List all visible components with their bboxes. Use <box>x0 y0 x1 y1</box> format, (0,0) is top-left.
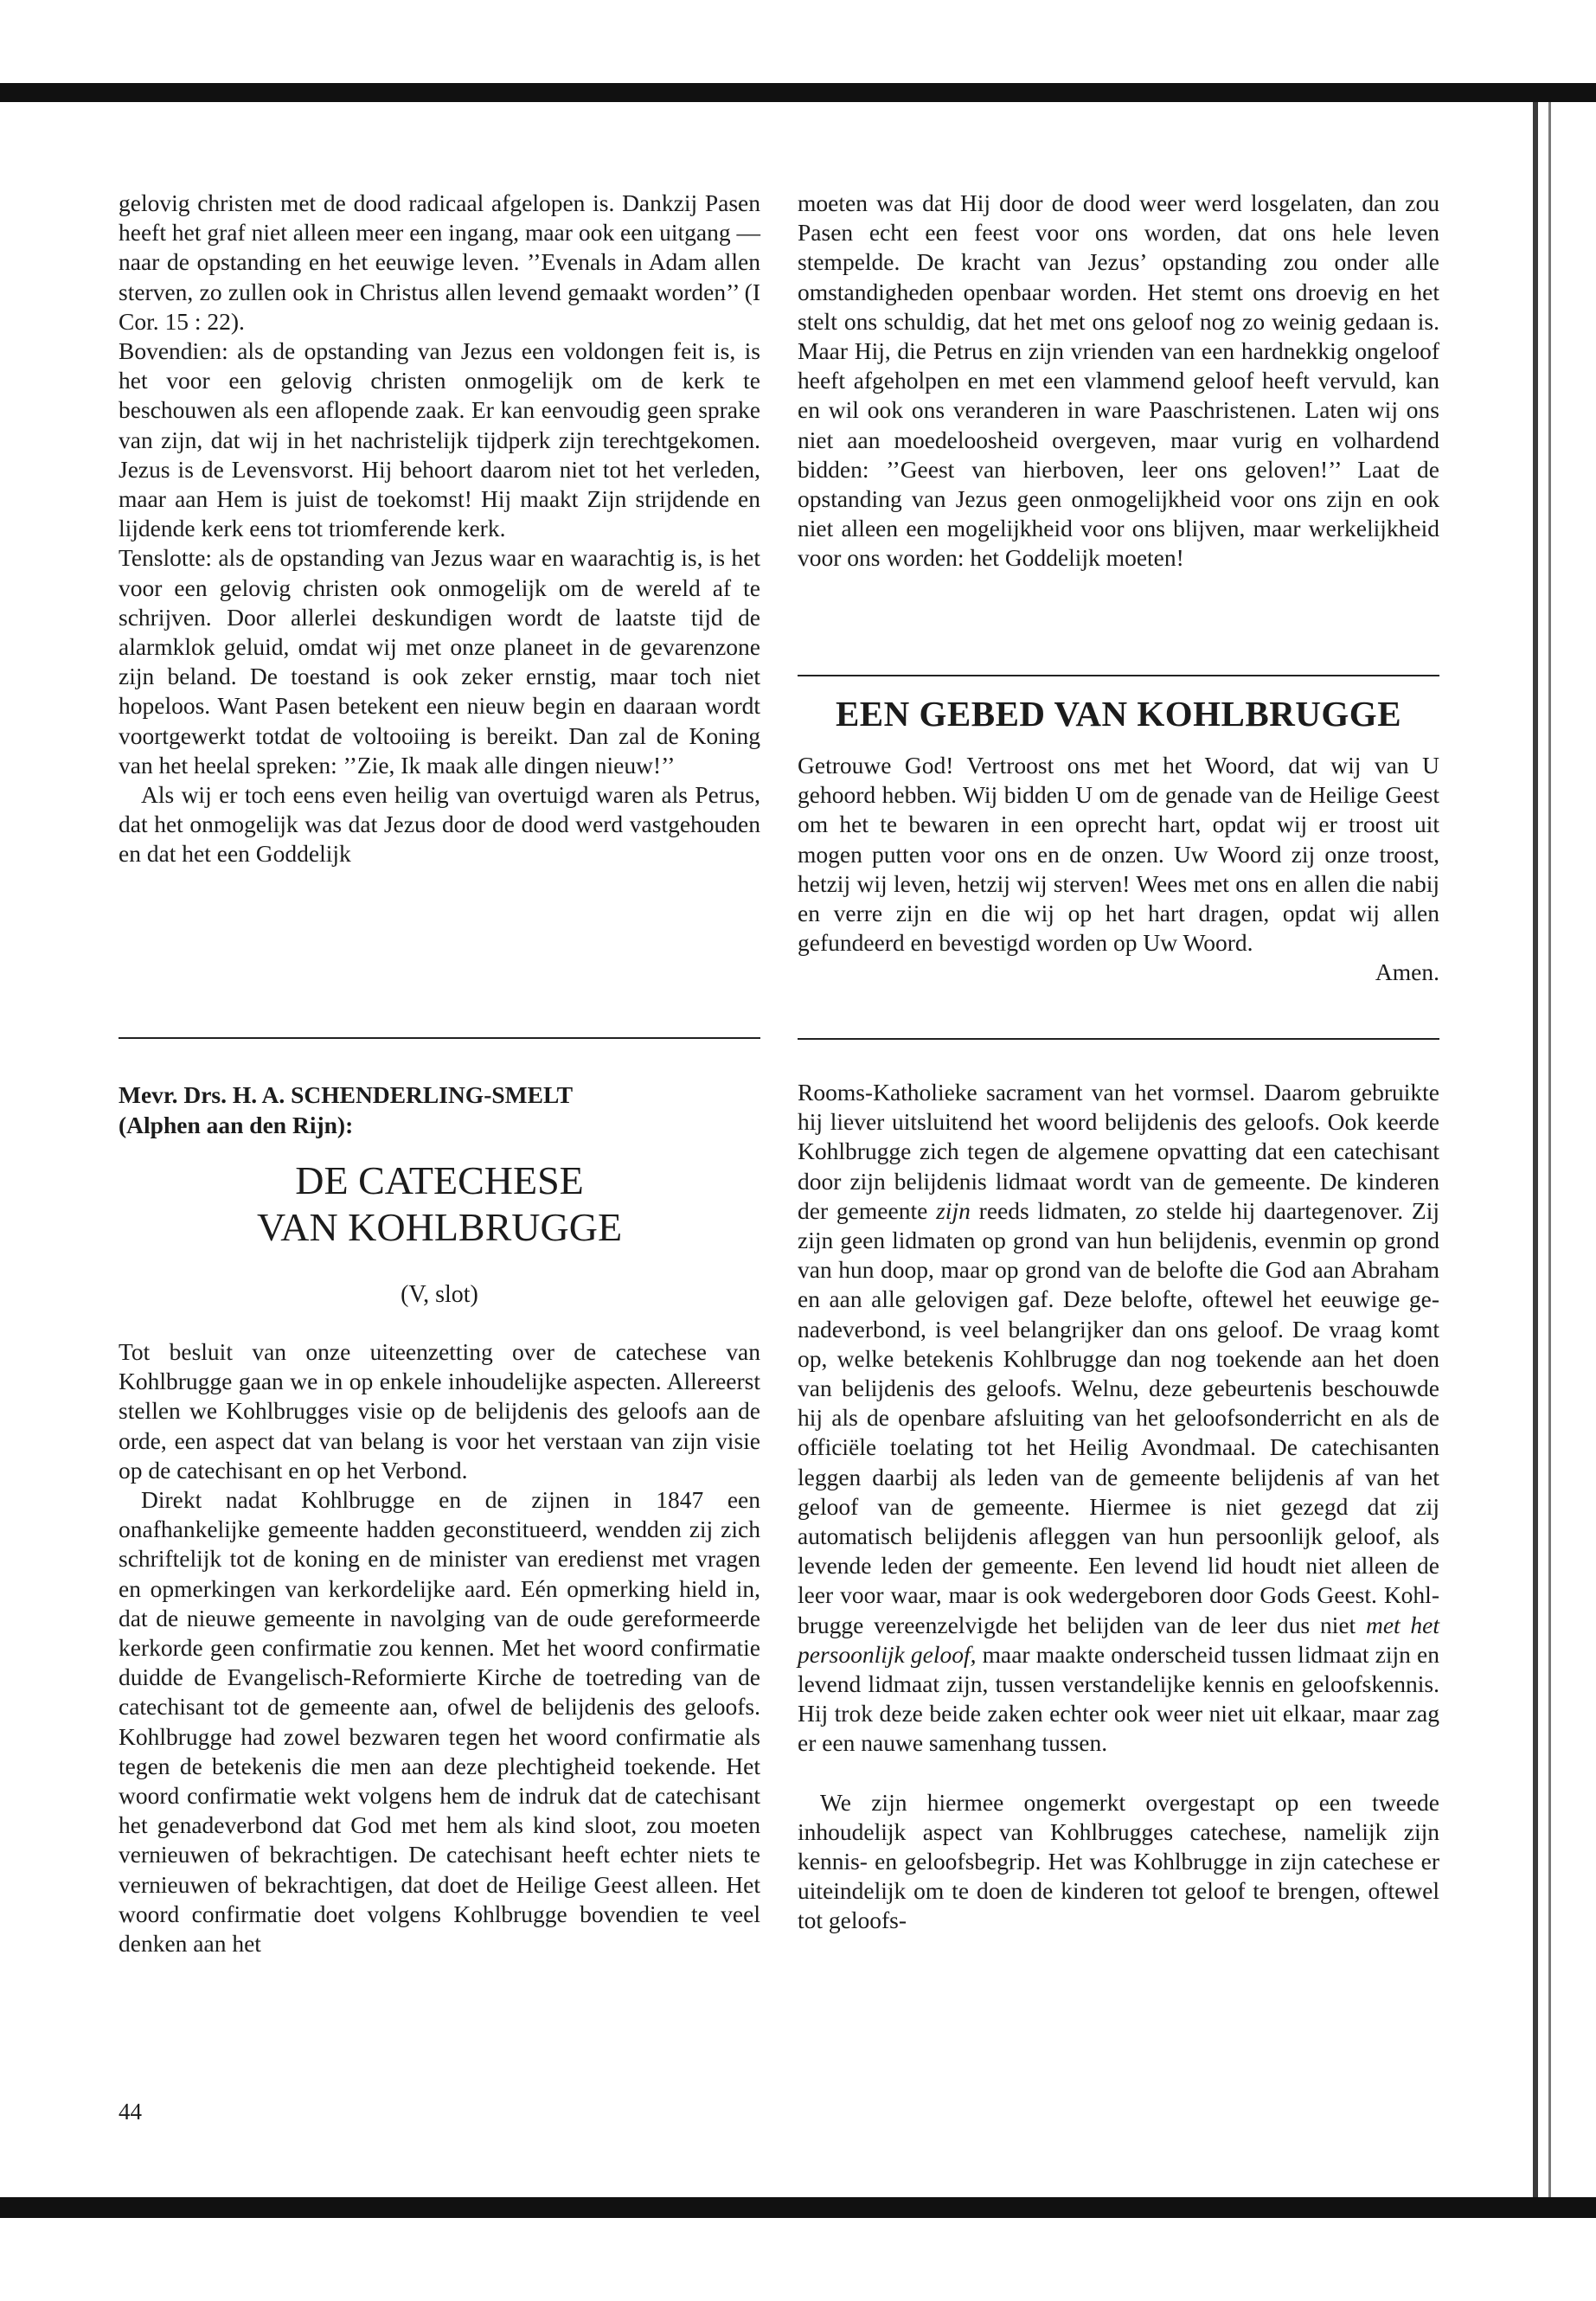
paragraph <box>798 1078 1439 1759</box>
paragraph: moeten was dat Hij door de dood weer werd losgelaten, dan zou Pasen echt een feest voor ons worden, dat ons hele leven stempelde. De kracht van Jezus’ opstanding zou onder alle omstandigheden openbaar worden. Het stemt ons droevig en het stelt ons schuldig, dat het met ons geloof nog zo weinig gedaan is. Maar Hij, die Petrus en zijn vrienden van een hardnekkig ongeloof heeft afgeholpen en met een vlammend geloof heeft vervuld, kan en wil ook ons veranderen in ware Paaschristenen. Laten wij ons niet aan moedeloosheid overgeven, maar vurig en volhardend bidden: ’’Geest van hierboven, leer ons geloven!’’ Laat de opstanding van Jezus geen onmogelijkheid voor ons zijn en ook niet alleen een mogelijkheid voor ons blijven, maar werkelijkheid voor ons worden: het Goddelijk moeten! <box>798 189 1439 572</box>
emphasis: met het persoonlijk geloof, <box>798 1611 1439 1668</box>
scan-border-right <box>1533 102 1538 2197</box>
article-subtitle: (V, slot) <box>401 1281 478 1308</box>
text-run: reeds lidmaten, zo stelde hij daartegenover. Zij zijn geen lidmaten op grond van hun belijdenis, evenmin op grond van hun doop, maar op grond van de belofte die God aan Abraham en aan alle gelovigen gaf. Deze belofte, oftewel het eeuwige genadeverbond, is veel belangrijker dan ons geloof. De vraag komt op, welke betekenis Kohlbrugge dan nog toekende aan het doen van belijdenis des geloofs. Welnu, deze gebeurtenis beschouwde hij als de openbare afsluiting van het geloofsonderricht en als de officiële toelating tot het Heilig Avondmaal. De catechisanten leggen daarbij als leden van de gemeente belijdenis af van het geloof van de gemeente. Hiermee is niet gezegd dat zij automatisch belijdenis afleggen van hun persoonlijk geloof, als levende leden der gemeente. Een levend lid houdt niet alleen de leer voor waar, maar is ook wedergeboren door Gods Geest. Kohlbrugge vereenzelvigde het belijden van de leer dus niet <box>798 1196 1440 1638</box>
article-title-line-1: DE CATECHESE <box>295 1158 584 1202</box>
author-location: (Alphen aan den Rijn): <box>119 1112 354 1138</box>
gebed-box <box>798 751 1439 988</box>
paragraph: Bovendien: als de opstanding van Jezus een voldongen feit is, is het voor een gelovig christen onmogelijk om de kerk te beschouwen als een aflopende zaak. Er kan eenvoudig geen sprake van zijn, dat wij in het nachristelijk tijdperk zijn terechtgekomen. Jezus is de Levensvorst. Hij behoort daarom niet tot het verleden, maar aan Hem is juist de toekomst! Hij maakt Zijn strijdende en lijdende kerk eens tot triomferende kerk. <box>119 337 760 542</box>
article-right-column <box>798 1078 1439 1936</box>
paragraph: We zijn hiermee ongemerkt overgestapt op een tweede inhoudelijk aspect van Kohlbrugges catechese, namelijk zijn kennis- en geloofsbegrip. Het was Kohlbrugge in zijn catechese er uiteindelijk om te doen de kinderen tot geloof te brengen, oftewel tot geloofs- <box>798 1788 1439 1934</box>
article-left-column <box>119 1337 760 1958</box>
gebed-closing: Amen. <box>1375 958 1439 986</box>
section-divider-gebed-top <box>798 675 1439 676</box>
scan-border-right-inner <box>1548 102 1551 2197</box>
scan-border-bottom <box>0 2197 1596 2218</box>
scan-border-top <box>0 83 1596 102</box>
gebed-title: EEN GEBED VAN KOHLBRUGGE <box>835 694 1402 734</box>
article-author <box>119 1080 760 1140</box>
article-title <box>119 1157 760 1251</box>
previous-article-right-column <box>798 189 1439 574</box>
section-divider-gebed-bottom <box>798 1038 1439 1040</box>
paragraph: Direkt nadat Kohlbrugge en de zijnen in 1847 een onafhankelijke gemeente hadden geconstitueerd, wendden zij zich schriftelijk tot de koning en de minister van eredienst met vragen en opmerkingen van kerkordelijke aard. Eén opmerking hield in, dat de nieuwe gemeente in navolging van de oude gereformeerde kerkorde geen confirmatie zou kennen. Met het woord confirmatie duidde de Evangelisch-Reformierte Kirche de toetreding van de catechisant tot de gemeente aan, ofwel de belijdenis des geloofs. Kohlbrugge had zowel bezwaren tegen het woord confirmatie als tegen de betekenis die men aan deze plechtigheid toekende. Het woord confirmatie wekt volgens hem de indruk dat de catechisant het genadeverbond dat God met hem als kind sloot, zou moeten vernieuwen of bekrachtigen. De catechisant heeft echter niets te vernieuwen of bekrachtigen, dat doet de Heilige Geest alleen. Het woord confirmatie doet volgens Kohlbrugge bovendien te veel denken aan het <box>119 1486 760 1958</box>
paragraph: Als wij er toch eens even heilig van overtuigd waren als Petrus, dat het onmogelijk was dat Jezus door de dood werd vastgehouden en dat het een Goddelijk <box>119 781 760 868</box>
paragraph: Tot besluit van onze uiteenzetting over de catechese van Kohlbrugge gaan we in op enkele inhoudelijke aspecten. Allereerst stellen we Kohlbrugges visie op de belijdenis des geloofs aan de orde, een aspect dat van belang is voor het verstaan van zijn visie op de catechisant en op het Verbond. <box>119 1338 760 1484</box>
paragraph-spacer <box>798 1759 1439 1788</box>
text-run: Rooms-Katholieke sacrament van het vormsel. Daarom gebruikte hij liever uitsluitend het woord belijdenis des geloofs. Ook keerde Kohlbrugge zich tegen de algemene opvatting dat een catechisant door zijn belijdenis lidmaat wordt van de gemeente. De kinderen der gemeente <box>798 1079 1439 1224</box>
paragraph: gelovig christen met de dood radicaal afgelopen is. Dankzij Pasen heeft het graf niet alleen meer een ingang, maar ook een uitgang — naar de opstanding en het eeuwige leven. ’’Evenals in Adam allen sterven, zo zullen ook in Christus allen levend gemaakt worden’’ (I Cor. 15 : 22). <box>119 189 760 335</box>
previous-article-left-column <box>119 189 760 869</box>
paragraph: Tenslotte: als de opstanding van Jezus waar en waarachtig is, is het voor een gelovig christen ook onmogelijk om de wereld af te schrijven. Door allerlei deskundigen wordt de laatste tijd de alarmklok geluid, omdat wij met onze planeet in de gevarenzone zijn beland. De toestand is ook zeker ernstig, maar toch niet hopeloos. Want Pasen betekent een nieuw begin en daaraan wordt voortgewerkt totdat de voltooiing is bereikt. Dan zal de Koning van het heelal spreken: ’’Zie, Ik maak alle dingen nieuw!’’ <box>119 544 760 779</box>
section-divider-left <box>119 1037 760 1039</box>
gebed-text: Getrouwe God! Vertroost ons met het Woord, dat wij van U gehoord hebben. Wij bidden U om de genade van de Heilige Geest om het te bewaren in een oprecht hart, opdat wij er troost uit mogen putten voor ons en de onzen. Uw Woord zij onze troost, hetzij wij leven, hetzij wij sterven! Wees met ons en allen die nabij en verre zijn en die wij op het hart dragen, opdat wij allen gefundeerd en bevestigd worden op Uw Woord. <box>798 752 1439 957</box>
article-title-line-2: VAN KOHLBRUGGE <box>256 1205 623 1249</box>
page-number: 44 <box>119 2099 142 2125</box>
text-run: maar maakte onderscheid tussen lidmaat zijn en levend lidmaat zijn, tussen verstandelijke kennis en geloofskennis. Hij trok deze beide zaken echter ook weer niet uit elkaar, maar zag er een nauwe samenhang tussen. <box>798 1640 1439 1757</box>
author-name: Mevr. Drs. H. A. SCHENDERLING-SMELT <box>119 1081 574 1108</box>
emphasis: zijn <box>936 1196 971 1224</box>
